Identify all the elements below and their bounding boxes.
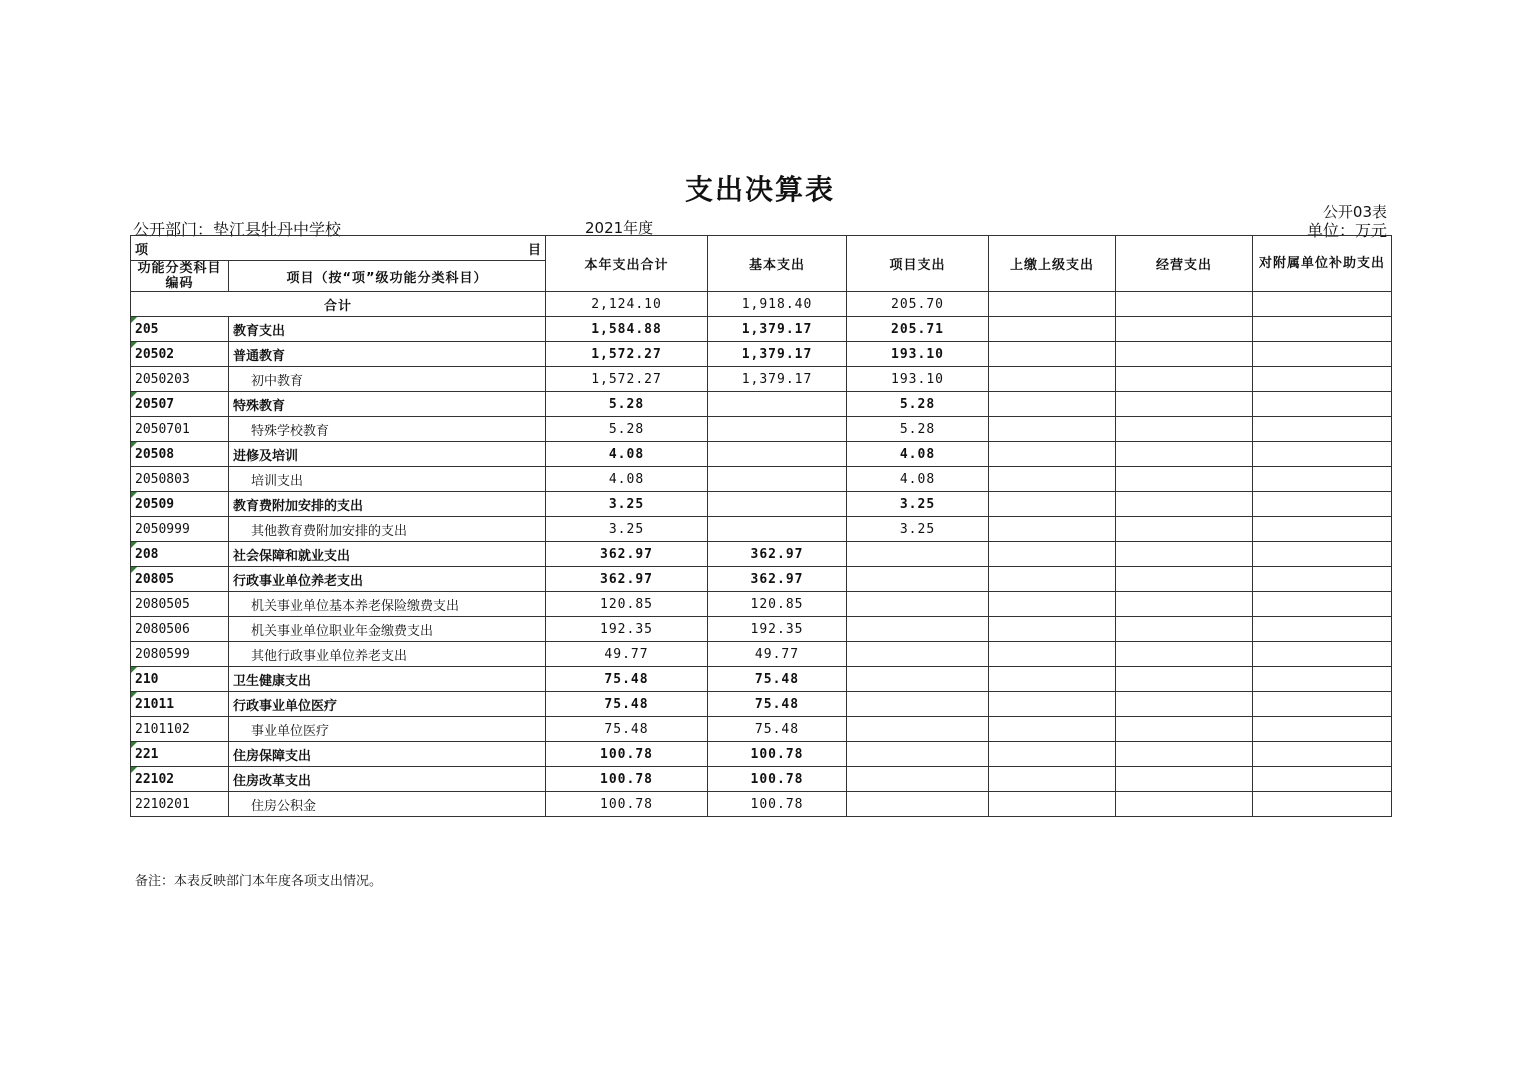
row-business xyxy=(1116,492,1253,517)
table-row xyxy=(131,392,1392,417)
row-business xyxy=(1116,317,1253,342)
row-total: 1,572.27 xyxy=(546,342,708,367)
row-business xyxy=(1116,617,1253,642)
row-project xyxy=(847,767,989,792)
item-header-cell xyxy=(131,236,546,261)
table-row xyxy=(131,517,1392,542)
row-total: 5.28 xyxy=(546,417,708,442)
row-subsidy xyxy=(1253,767,1392,792)
row-basic: 100.78 xyxy=(708,792,847,817)
row-total: 100.78 xyxy=(546,767,708,792)
row-project: 3.25 xyxy=(847,492,989,517)
total-label: 合计 xyxy=(131,292,546,317)
row-subsidy xyxy=(1253,317,1392,342)
row-code: 210 xyxy=(131,667,229,692)
row-name: 进修及培训 xyxy=(229,442,546,467)
row-basic xyxy=(708,442,847,467)
row-basic: 75.48 xyxy=(708,717,847,742)
table-row xyxy=(131,767,1392,792)
row-project: 3.25 xyxy=(847,517,989,542)
row-subsidy xyxy=(1253,742,1392,767)
col-header-business: 经营支出 xyxy=(1116,236,1253,292)
row-name: 其他教育费附加安排的支出 xyxy=(229,517,546,542)
table-row xyxy=(131,567,1392,592)
col-header-name: 项目（按“项”级功能分类科目） xyxy=(229,261,546,292)
row-name: 行政事业单位医疗 xyxy=(229,692,546,717)
row-code: 221 xyxy=(131,742,229,767)
row-business xyxy=(1116,742,1253,767)
row-name: 普通教育 xyxy=(229,342,546,367)
row-project: 205.71 xyxy=(847,317,989,342)
row-upper xyxy=(989,717,1116,742)
total-row xyxy=(131,292,1392,317)
footnote: 备注：本表反映部门本年度各项支出情况。 xyxy=(135,874,383,889)
row-upper xyxy=(989,617,1116,642)
row-upper xyxy=(989,417,1116,442)
item-header-left: 项 xyxy=(135,242,149,258)
row-project xyxy=(847,692,989,717)
row-upper xyxy=(989,442,1116,467)
row-basic: 49.77 xyxy=(708,642,847,667)
row-upper xyxy=(989,742,1116,767)
table-row xyxy=(131,442,1392,467)
row-code: 2080599 xyxy=(131,642,229,667)
row-total: 1,572.27 xyxy=(546,367,708,392)
row-name: 行政事业单位养老支出 xyxy=(229,567,546,592)
row-subsidy xyxy=(1253,567,1392,592)
table-row xyxy=(131,717,1392,742)
row-project: 4.08 xyxy=(847,442,989,467)
row-upper xyxy=(989,492,1116,517)
row-business xyxy=(1116,342,1253,367)
row-upper xyxy=(989,567,1116,592)
row-name: 培训支出 xyxy=(229,467,546,492)
row-subsidy xyxy=(1253,792,1392,817)
col-header-project: 项目支出 xyxy=(847,236,989,292)
row-project: 193.10 xyxy=(847,367,989,392)
row-basic xyxy=(708,467,847,492)
row-subsidy xyxy=(1253,542,1392,567)
row-business xyxy=(1116,692,1253,717)
row-project xyxy=(847,567,989,592)
table-row xyxy=(131,317,1392,342)
col-header-upper: 上缴上级支出 xyxy=(989,236,1116,292)
row-name: 其他行政事业单位养老支出 xyxy=(229,642,546,667)
row-upper xyxy=(989,342,1116,367)
row-subsidy xyxy=(1253,692,1392,717)
row-basic: 1,379.17 xyxy=(708,317,847,342)
row-subsidy xyxy=(1253,717,1392,742)
row-business xyxy=(1116,642,1253,667)
row-total: 100.78 xyxy=(546,792,708,817)
row-code: 20805 xyxy=(131,567,229,592)
row-code: 2050803 xyxy=(131,467,229,492)
row-upper xyxy=(989,467,1116,492)
row-basic xyxy=(708,492,847,517)
row-project xyxy=(847,667,989,692)
table-row xyxy=(131,342,1392,367)
row-subsidy xyxy=(1253,492,1392,517)
total-project: 205.70 xyxy=(847,292,989,317)
row-project xyxy=(847,742,989,767)
total-sum: 2,124.10 xyxy=(546,292,708,317)
row-code: 2101102 xyxy=(131,717,229,742)
row-business xyxy=(1116,792,1253,817)
row-basic: 120.85 xyxy=(708,592,847,617)
row-basic: 100.78 xyxy=(708,742,847,767)
row-total: 75.48 xyxy=(546,692,708,717)
row-business xyxy=(1116,517,1253,542)
row-project: 193.10 xyxy=(847,342,989,367)
row-subsidy xyxy=(1253,517,1392,542)
row-upper xyxy=(989,667,1116,692)
row-total: 75.48 xyxy=(546,717,708,742)
row-business xyxy=(1116,592,1253,617)
header-row-top xyxy=(131,236,1392,261)
row-basic: 100.78 xyxy=(708,767,847,792)
row-project xyxy=(847,542,989,567)
row-basic: 1,379.17 xyxy=(708,367,847,392)
row-basic: 1,379.17 xyxy=(708,342,847,367)
row-business xyxy=(1116,417,1253,442)
row-name: 教育费附加安排的支出 xyxy=(229,492,546,517)
unit-label: 单位：万元 xyxy=(1306,221,1387,240)
row-code: 2050203 xyxy=(131,367,229,392)
row-basic: 192.35 xyxy=(708,617,847,642)
row-subsidy xyxy=(1253,417,1392,442)
total-upper xyxy=(989,292,1116,317)
row-code: 2210201 xyxy=(131,792,229,817)
row-total: 120.85 xyxy=(546,592,708,617)
row-name: 住房保障支出 xyxy=(229,742,546,767)
row-name: 住房公积金 xyxy=(229,792,546,817)
row-basic: 75.48 xyxy=(708,692,847,717)
row-name: 卫生健康支出 xyxy=(229,667,546,692)
row-upper xyxy=(989,542,1116,567)
row-business xyxy=(1116,542,1253,567)
row-total: 4.08 xyxy=(546,467,708,492)
row-upper xyxy=(989,642,1116,667)
row-subsidy xyxy=(1253,642,1392,667)
row-total: 5.28 xyxy=(546,392,708,417)
table-row xyxy=(131,617,1392,642)
row-total: 75.48 xyxy=(546,667,708,692)
table-row xyxy=(131,492,1392,517)
col-header-basic: 基本支出 xyxy=(708,236,847,292)
row-name: 机关事业单位职业年金缴费支出 xyxy=(229,617,546,642)
row-project xyxy=(847,792,989,817)
row-project xyxy=(847,592,989,617)
row-upper xyxy=(989,767,1116,792)
row-total: 100.78 xyxy=(546,742,708,767)
row-total: 49.77 xyxy=(546,642,708,667)
col-header-subsidy: 对附属单位补助支出 xyxy=(1253,236,1392,292)
row-code: 22102 xyxy=(131,767,229,792)
row-subsidy xyxy=(1253,667,1392,692)
table-row xyxy=(131,792,1392,817)
fiscal-year: 2021年度 xyxy=(585,219,654,237)
row-basic xyxy=(708,517,847,542)
row-subsidy xyxy=(1253,342,1392,367)
table-row xyxy=(131,742,1392,767)
table-row xyxy=(131,692,1392,717)
row-project: 5.28 xyxy=(847,417,989,442)
row-business xyxy=(1116,442,1253,467)
table-row xyxy=(131,667,1392,692)
row-total: 3.25 xyxy=(546,492,708,517)
row-total: 362.97 xyxy=(546,567,708,592)
row-basic: 75.48 xyxy=(708,667,847,692)
row-total: 1,584.88 xyxy=(546,317,708,342)
row-basic: 362.97 xyxy=(708,542,847,567)
row-upper xyxy=(989,592,1116,617)
col-header-code: 功能分类科目编码 xyxy=(131,261,229,292)
row-total: 4.08 xyxy=(546,442,708,467)
form-number: 公开03表 xyxy=(1322,203,1387,221)
row-business xyxy=(1116,567,1253,592)
row-name: 事业单位医疗 xyxy=(229,717,546,742)
total-subsidy xyxy=(1253,292,1392,317)
row-code: 2050999 xyxy=(131,517,229,542)
row-name: 特殊学校教育 xyxy=(229,417,546,442)
row-project xyxy=(847,642,989,667)
row-subsidy xyxy=(1253,592,1392,617)
row-basic xyxy=(708,417,847,442)
row-code: 205 xyxy=(131,317,229,342)
table-row xyxy=(131,592,1392,617)
row-upper xyxy=(989,692,1116,717)
row-name: 初中教育 xyxy=(229,367,546,392)
page-title: 支出决算表 xyxy=(684,173,835,206)
row-business xyxy=(1116,667,1253,692)
row-code: 20507 xyxy=(131,392,229,417)
row-project: 4.08 xyxy=(847,467,989,492)
row-subsidy xyxy=(1253,467,1392,492)
row-upper xyxy=(989,392,1116,417)
row-code: 2080506 xyxy=(131,617,229,642)
row-name: 教育支出 xyxy=(229,317,546,342)
row-code: 20502 xyxy=(131,342,229,367)
row-code: 20509 xyxy=(131,492,229,517)
col-header-total: 本年支出合计 xyxy=(546,236,708,292)
expenditure-table xyxy=(130,235,1392,817)
item-header-right: 目 xyxy=(527,242,541,258)
row-upper xyxy=(989,517,1116,542)
row-code: 2080505 xyxy=(131,592,229,617)
row-name: 住房改革支出 xyxy=(229,767,546,792)
table-row xyxy=(131,542,1392,567)
department-label: 公开部门：垫江县牡丹中学校 xyxy=(133,220,342,239)
row-basic xyxy=(708,392,847,417)
row-name: 特殊教育 xyxy=(229,392,546,417)
row-project xyxy=(847,617,989,642)
row-code: 208 xyxy=(131,542,229,567)
row-code: 2050701 xyxy=(131,417,229,442)
row-basic: 362.97 xyxy=(708,567,847,592)
row-subsidy xyxy=(1253,442,1392,467)
row-business xyxy=(1116,467,1253,492)
row-upper xyxy=(989,317,1116,342)
table-row xyxy=(131,467,1392,492)
row-subsidy xyxy=(1253,392,1392,417)
row-total: 3.25 xyxy=(546,517,708,542)
row-business xyxy=(1116,717,1253,742)
row-total: 362.97 xyxy=(546,542,708,567)
row-upper xyxy=(989,367,1116,392)
row-business xyxy=(1116,767,1253,792)
row-subsidy xyxy=(1253,367,1392,392)
row-project xyxy=(847,717,989,742)
table-row xyxy=(131,417,1392,442)
row-code: 20508 xyxy=(131,442,229,467)
row-business xyxy=(1116,367,1253,392)
row-business xyxy=(1116,392,1253,417)
row-code: 21011 xyxy=(131,692,229,717)
table-row xyxy=(131,367,1392,392)
row-project: 5.28 xyxy=(847,392,989,417)
row-subsidy xyxy=(1253,617,1392,642)
total-basic: 1,918.40 xyxy=(708,292,847,317)
total-business xyxy=(1116,292,1253,317)
row-total: 192.35 xyxy=(546,617,708,642)
row-name: 机关事业单位基本养老保险缴费支出 xyxy=(229,592,546,617)
row-name: 社会保障和就业支出 xyxy=(229,542,546,567)
table-row xyxy=(131,642,1392,667)
row-upper xyxy=(989,792,1116,817)
